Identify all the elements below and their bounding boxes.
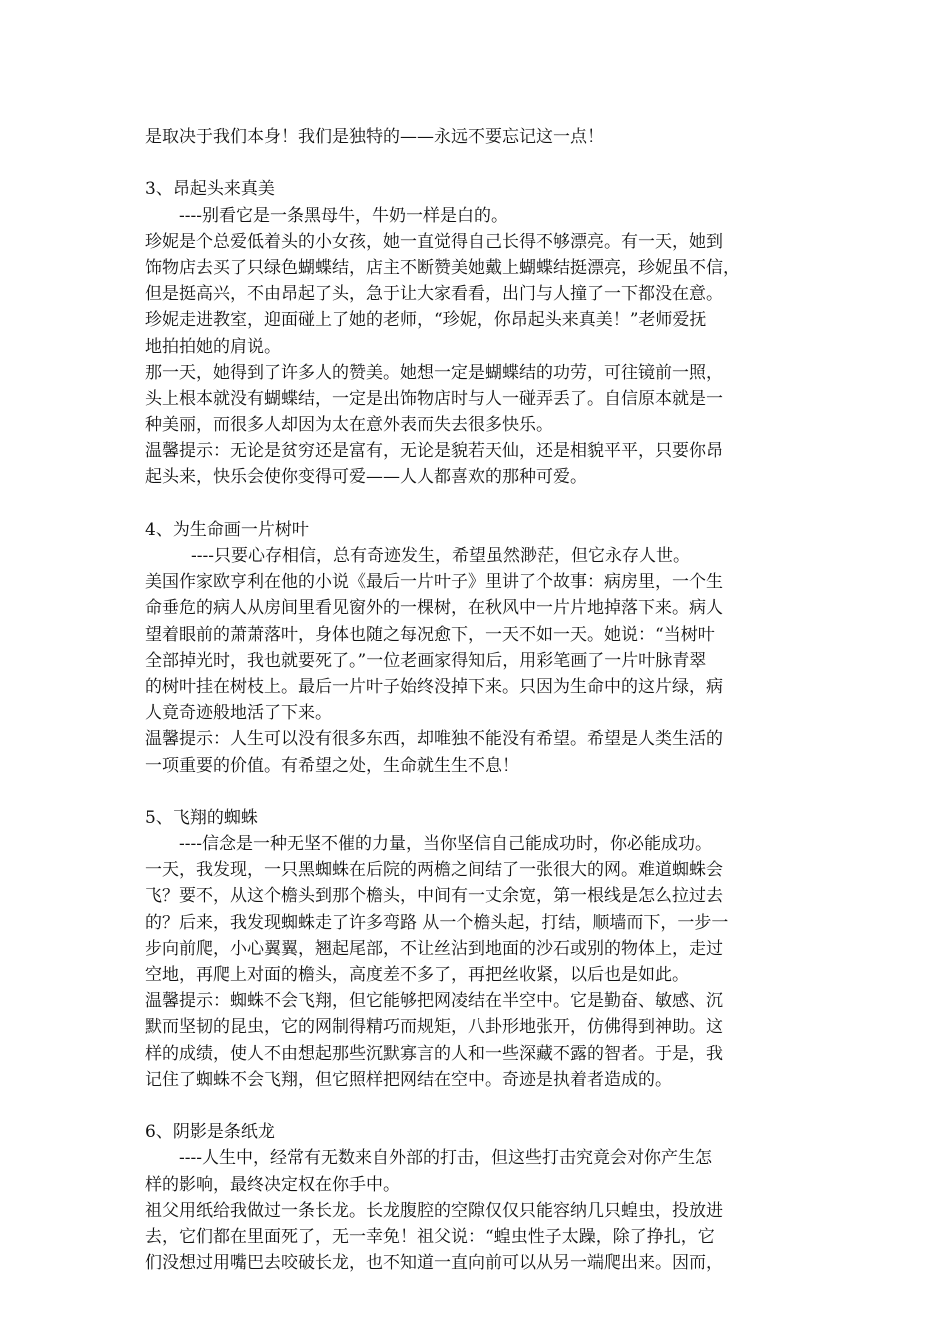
text-line: 饰物店去买了只绿色蝴蝶结，店主不断赞美她戴上蝴蝶结挺漂亮，珍妮虽不信， xyxy=(145,257,740,278)
tip-line: 记住了蜘蛛不会飞翔，但它照样把网结在空中。奇迹是执着者造成的。 xyxy=(145,1069,672,1090)
text-line: 飞？要不，从这个檐头到那个檐头，中间有一丈余宽，第一根线是怎么拉过去 xyxy=(145,886,723,907)
text-line: 是取决于我们本身！我们是独特的——永远不要忘记这一点！ xyxy=(145,127,604,147)
section-heading: 5、飞翔的蜘蛛 xyxy=(145,807,258,828)
text-line: 珍妮是个总爱低着头的小女孩，她一直觉得自己长得不够漂亮。有一天，她到 xyxy=(145,231,723,252)
tip-line: 样的成绩，使人不由想起那些沉默寡言的人和一些深藏不露的智者。于是，我 xyxy=(145,1043,723,1064)
text-line: 望着眼前的萧萧落叶，身体也随之每况愈下，一天不如一天。她说：“当树叶 xyxy=(145,624,715,645)
text-line: 全部掉光时，我也就要死了。”一位老画家得知后，用彩笔画了一片叶脉青翠 xyxy=(145,650,707,671)
section-heading: 6、阴影是条纸龙 xyxy=(145,1122,275,1143)
epigraph: ----只要心存相信，总有奇迹发生，希望虽然渺茫，但它永存人世。 xyxy=(191,546,690,566)
blank-line xyxy=(145,150,815,176)
text-line: 步向前爬，小心翼翼，翘起尾部，不让丝沾到地面的沙石或别的物体上，走过 xyxy=(145,938,723,959)
epigraph-continued: 样的影响，最终决定权在你手中。 xyxy=(145,1174,400,1195)
epigraph: ----信念是一种无坚不催的力量，当你坚信自己能成功时，你必能成功。 xyxy=(179,834,712,855)
tip-line: 默而坚韧的昆虫，它的网制得精巧而规矩，八卦形地张开，仿佛得到神助。这 xyxy=(145,1017,723,1038)
blank-line xyxy=(145,491,815,517)
tip-line: 温馨提示：无论是贫穷还是富有，无论是貌若天仙，还是相貌平平，只要你昂 xyxy=(145,441,723,462)
text-line: 珍妮走进教室，迎面碰上了她的老师，“珍妮，你昂起头来真美！”老师爱抚 xyxy=(145,310,707,331)
text-line: 头上根本就没有蝴蝶结，一定是出饰物店时与人一碰弄丢了。自信原本就是一 xyxy=(145,388,723,409)
tip-line: 一项重要的价值。有希望之处，生命就生生不息！ xyxy=(145,755,519,776)
text-line: 命垂危的病人从房间里看见窗外的一棵树，在秋风中一片片地掉落下来。病人 xyxy=(145,598,723,619)
text-line: 但是挺高兴，不由昂起了头，急于让大家看看，出门与人撞了一下都没在意。 xyxy=(145,284,723,305)
text-line: 人竟奇迹般地活了下来。 xyxy=(145,703,332,724)
text-line: 种美丽，而很多人却因为太在意外表而失去很多快乐。 xyxy=(145,415,553,436)
text-line: 去，它们都在里面死了，无一幸免！祖父说：“蝗虫性子太躁，除了挣扎，它 xyxy=(145,1226,715,1247)
text-line: 地拍拍她的肩说。 xyxy=(145,336,281,357)
tip-line: 温馨提示：人生可以没有很多东西，却唯独不能没有希望。希望是人类生活的 xyxy=(145,729,723,750)
epigraph: ----人生中，经常有无数来自外部的打击，但这些打击究竟会对你产生怎 xyxy=(179,1148,712,1169)
section-heading: 3、昂起头来真美 xyxy=(145,179,275,200)
tip-line: 起头来，快乐会使你变得可爱——人人都喜欢的那种可爱。 xyxy=(145,467,587,488)
blank-line xyxy=(145,1093,815,1119)
text-line: 美国作家欧亨利在他的小说《最后一片叶子》里讲了个故事：病房里，一个生 xyxy=(145,572,723,593)
document-body xyxy=(145,124,815,1276)
text-line: 们没想过用嘴巴去咬破长龙，也不知道一直向前可以从另一端爬出来。因而， xyxy=(145,1253,723,1274)
text-line: 空地，再爬上对面的檐头，高度差不多了，再把丝收紧，以后也是如此。 xyxy=(145,965,689,985)
epigraph: ----别看它是一条黑母牛，牛奶一样是白的。 xyxy=(179,205,508,226)
text-line: 的树叶挂在树枝上。最后一片叶子始终没掉下来。只因为生命中的这片绿，病 xyxy=(145,676,723,697)
text-line: 一天，我发现，一只黑蜘蛛在后院的两檐之间结了一张很大的网。难道蜘蛛会 xyxy=(145,860,723,881)
text-line: 的？后来，我发现蜘蛛走了许多弯路 从一个檐头起，打结，顺墙而下，一步一 xyxy=(145,912,729,933)
tip-line: 温馨提示：蜘蛛不会飞翔，但它能够把网凌结在半空中。它是勤奋、敏感、沉 xyxy=(145,991,723,1012)
text-line: 那一天，她得到了许多人的赞美。她想一定是蝴蝶结的功劳，可往镜前一照， xyxy=(145,362,723,383)
blank-line xyxy=(145,779,815,805)
section-heading: 4、为生命画一片树叶 xyxy=(145,519,309,540)
text-line: 祖父用纸给我做过一条长龙。长龙腹腔的空隙仅仅只能容纳几只蝗虫，投放进 xyxy=(145,1200,723,1221)
